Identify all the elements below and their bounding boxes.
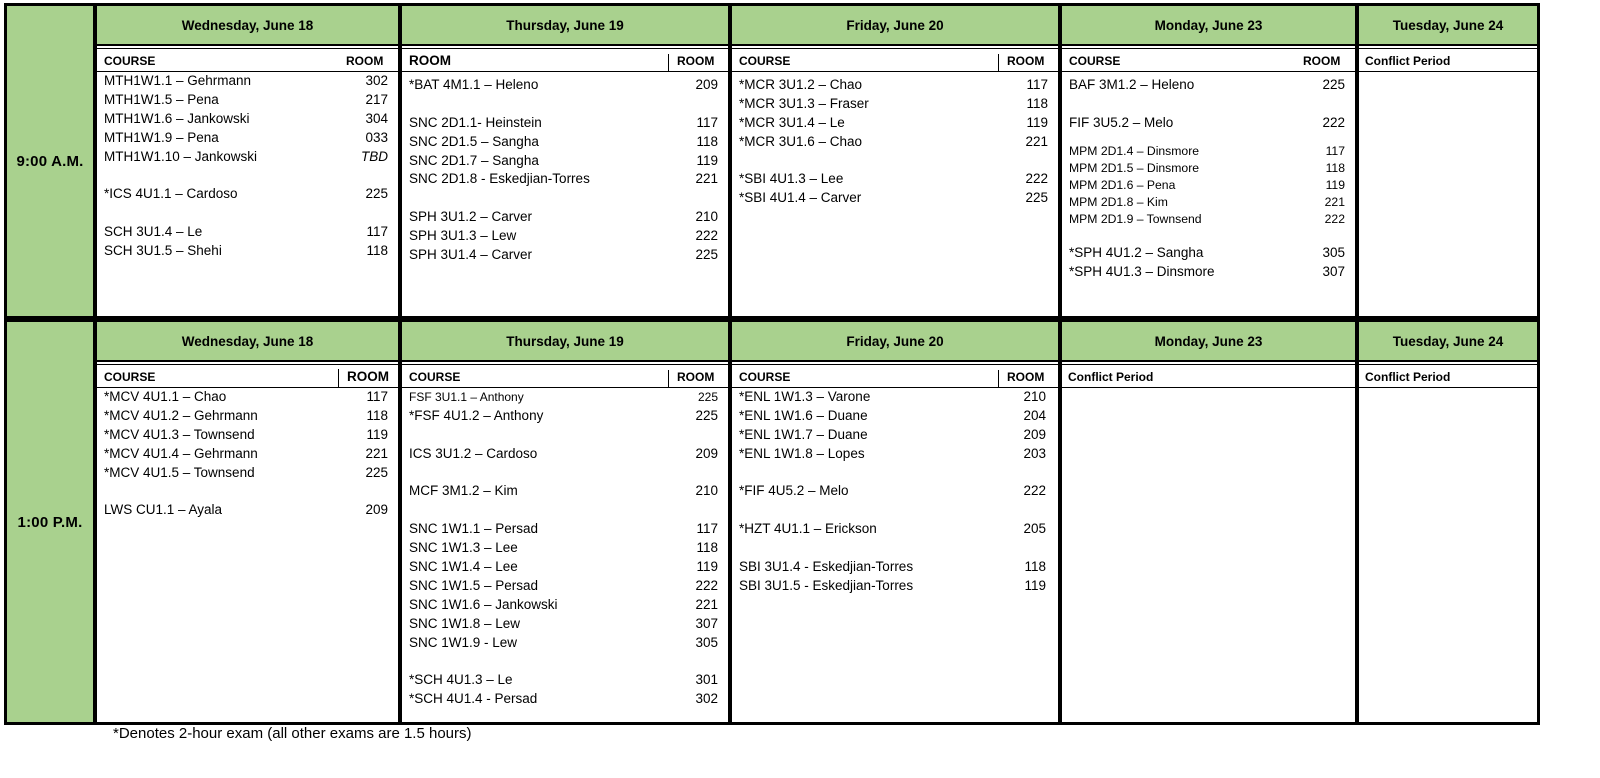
exam-row: SCH 3U1.4 – Le 117 (104, 224, 388, 240)
exam-row: MPM 2D1.9 – Townsend 222 (1069, 212, 1345, 227)
day-column-mon-pm (1062, 322, 1355, 722)
exam-row: *SCH 4U1.4 - Persad 302 (409, 691, 718, 707)
course-header: COURSE (104, 54, 156, 68)
exam-row: *SPH 4U1.2 – Sangha 305 (1069, 244, 1345, 260)
day-column-thu-am (402, 6, 728, 316)
exam-row: MPM 2D1.4 – Dinsmore 117 (1069, 143, 1345, 158)
column-header (732, 364, 1058, 388)
exam-row: *MCR 3U1.6 – Chao 221 (739, 133, 1048, 149)
column-header (402, 48, 728, 72)
room-header: ROOM (998, 54, 1058, 71)
exam-row: SBI 3U1.5 - Eskedjian-Torres 119 (739, 577, 1046, 593)
column-header (1359, 48, 1537, 72)
column-header (732, 48, 1058, 72)
exam-row: SNC 1W1.6 – Jankowski 221 (409, 596, 718, 612)
column-header (97, 48, 398, 72)
day-header: Wednesday, June 18 (97, 6, 398, 46)
exam-row: BAF 3M1.2 – Heleno 225 (1069, 77, 1345, 92)
exam-row: MPM 2D1.6 – Pena 119 (1069, 178, 1345, 193)
exam-row: *SBI 4U1.3 – Lee 222 (739, 171, 1048, 187)
exam-row: MPM 2D1.8 – Kim 221 (1069, 195, 1345, 210)
exam-row: SNC 2D1.1- Heinstein 117 (409, 114, 718, 130)
exam-row: *SCH 4U1.3 – Le 301 (409, 672, 718, 688)
exam-row: *MCR 3U1.2 – Chao 117 (739, 77, 1048, 92)
course-header: COURSE (409, 370, 461, 384)
exam-row: MTH1W1.5 – Pena 217 (104, 91, 388, 107)
exam-row: SPH 3U1.4 – Carver 225 (409, 247, 718, 263)
exam-row: MPM 2D1.5 – Dinsmore 118 (1069, 160, 1345, 175)
exam-row: *MCV 4U1.1 – Chao 117 (104, 389, 388, 404)
exam-row: ICS 3U1.2 – Cardoso 209 (409, 445, 718, 461)
morning-slot (4, 3, 1540, 319)
day-header: Tuesday, June 24 (1359, 322, 1537, 362)
exam-row: *FSF 4U1.2 – Anthony 225 (409, 407, 718, 423)
exam-row: FIF 3U5.2 – Melo 222 (1069, 114, 1345, 130)
room-header: ROOM (338, 369, 398, 387)
footnote: *Denotes 2-hour exam (all other exams are 1.5 hours) (113, 725, 472, 742)
exam-row: *MCV 4U1.4 – Gehrmann 221 (104, 445, 388, 461)
exam-row: *ENL 1W1.7 – Duane 209 (739, 426, 1046, 442)
exam-row: SPH 3U1.3 – Lew 222 (409, 228, 718, 244)
exam-row: MCF 3M1.2 – Kim 210 (409, 483, 718, 499)
exam-row: *SBI 4U1.4 – Carver 225 (739, 190, 1048, 206)
time-label-pm: 1:00 P.M. (7, 322, 93, 722)
exam-row: SCH 3U1.5 – Shehi 118 (104, 243, 388, 259)
exam-row: MTH1W1.1 – Gehrmann 302 (104, 73, 388, 88)
day-header: Friday, June 20 (732, 322, 1058, 362)
room-header: ROOM (346, 54, 384, 68)
room-header: ROOM (668, 54, 728, 71)
day-column-wed-am (97, 6, 398, 316)
day-column-fri-pm (732, 322, 1058, 722)
column-header (1062, 364, 1355, 388)
exam-row: MTH1W1.9 – Pena 033 (104, 129, 388, 145)
conflict-period-label: Conflict Period (1365, 54, 1451, 68)
day-column-wed-pm (97, 322, 398, 722)
day-column-tue-am (1359, 6, 1537, 316)
room-header: ROOM (668, 370, 728, 387)
exam-row: *MCV 4U1.3 – Townsend 119 (104, 426, 388, 442)
exam-row: SNC 2D1.7 – Sangha 119 (409, 152, 718, 168)
conflict-period-label: Conflict Period (1365, 370, 1451, 384)
room-header: ROOM (1303, 54, 1341, 68)
conflict-period-label: Conflict Period (1068, 370, 1154, 384)
exam-row: MTH1W1.10 – Jankowski TBD (104, 148, 388, 164)
exam-row: SNC 2D1.5 – Sangha 118 (409, 133, 718, 149)
course-header: COURSE (104, 370, 156, 384)
column-header (402, 364, 728, 388)
exam-row: FSF 3U1.1 – Anthony 225 (409, 390, 718, 404)
exam-row: SNC 1W1.3 – Lee 118 (409, 540, 718, 556)
exam-row: SBI 3U1.4 - Eskedjian-Torres 118 (739, 559, 1046, 575)
day-header: Tuesday, June 24 (1359, 6, 1537, 46)
exam-row: *BAT 4M1.1 – Heleno 209 (409, 77, 718, 92)
day-header: Monday, June 23 (1062, 6, 1355, 46)
course-header: COURSE (1069, 54, 1121, 68)
day-header: Thursday, June 19 (402, 6, 728, 46)
day-column-tue-pm (1359, 322, 1537, 722)
exam-row: MTH1W1.6 – Jankowski 304 (104, 110, 388, 126)
day-column-fri-am (732, 6, 1058, 316)
day-header: Monday, June 23 (1062, 322, 1355, 362)
day-header: Friday, June 20 (732, 6, 1058, 46)
exam-row: SNC 1W1.5 – Persad 222 (409, 577, 718, 593)
exam-row: *MCR 3U1.3 – Fraser 118 (739, 95, 1048, 111)
course-header: COURSE (739, 370, 791, 384)
afternoon-slot (4, 319, 1540, 725)
exam-row: *FIF 4U5.2 – Melo 222 (739, 483, 1046, 499)
exam-row: *HZT 4U1.1 – Erickson 205 (739, 521, 1046, 537)
exam-row: *ICS 4U1.1 – Cardoso 225 (104, 186, 388, 202)
exam-row: SNC 1W1.1 – Persad 117 (409, 521, 718, 537)
day-column-mon-am (1062, 6, 1355, 316)
column-header (1359, 364, 1537, 388)
column-header (97, 364, 398, 388)
exam-row: LWS CU1.1 – Ayala 209 (104, 502, 388, 518)
column-header (1062, 48, 1355, 72)
exam-row: *ENL 1W1.3 – Varone 210 (739, 389, 1046, 404)
exam-row: SNC 2D1.8 - Eskedjian-Torres 221 (409, 171, 718, 187)
exam-row: SNC 1W1.8 – Lew 307 (409, 615, 718, 631)
exam-row: *ENL 1W1.6 – Duane 204 (739, 407, 1046, 423)
exam-row: SPH 3U1.2 – Carver 210 (409, 209, 718, 225)
exam-row: *SPH 4U1.3 – Dinsmore 307 (1069, 263, 1345, 279)
day-header: Thursday, June 19 (402, 322, 728, 362)
exam-row: SNC 1W1.4 – Lee 119 (409, 559, 718, 575)
day-header: Wednesday, June 18 (97, 322, 398, 362)
room-header: ROOM (998, 370, 1058, 387)
time-label-am: 9:00 A.M. (7, 6, 93, 316)
room-header-left: ROOM (409, 53, 451, 68)
day-column-thu-pm (402, 322, 728, 722)
exam-row: *MCV 4U1.5 – Townsend 225 (104, 464, 388, 480)
exam-row: *MCV 4U1.2 – Gehrmann 118 (104, 407, 388, 423)
exam-row: SNC 1W1.9 - Lew 305 (409, 634, 718, 650)
exam-row: *ENL 1W1.8 – Lopes 203 (739, 445, 1046, 461)
course-header: COURSE (739, 54, 791, 68)
exam-row: *MCR 3U1.4 – Le 119 (739, 114, 1048, 130)
